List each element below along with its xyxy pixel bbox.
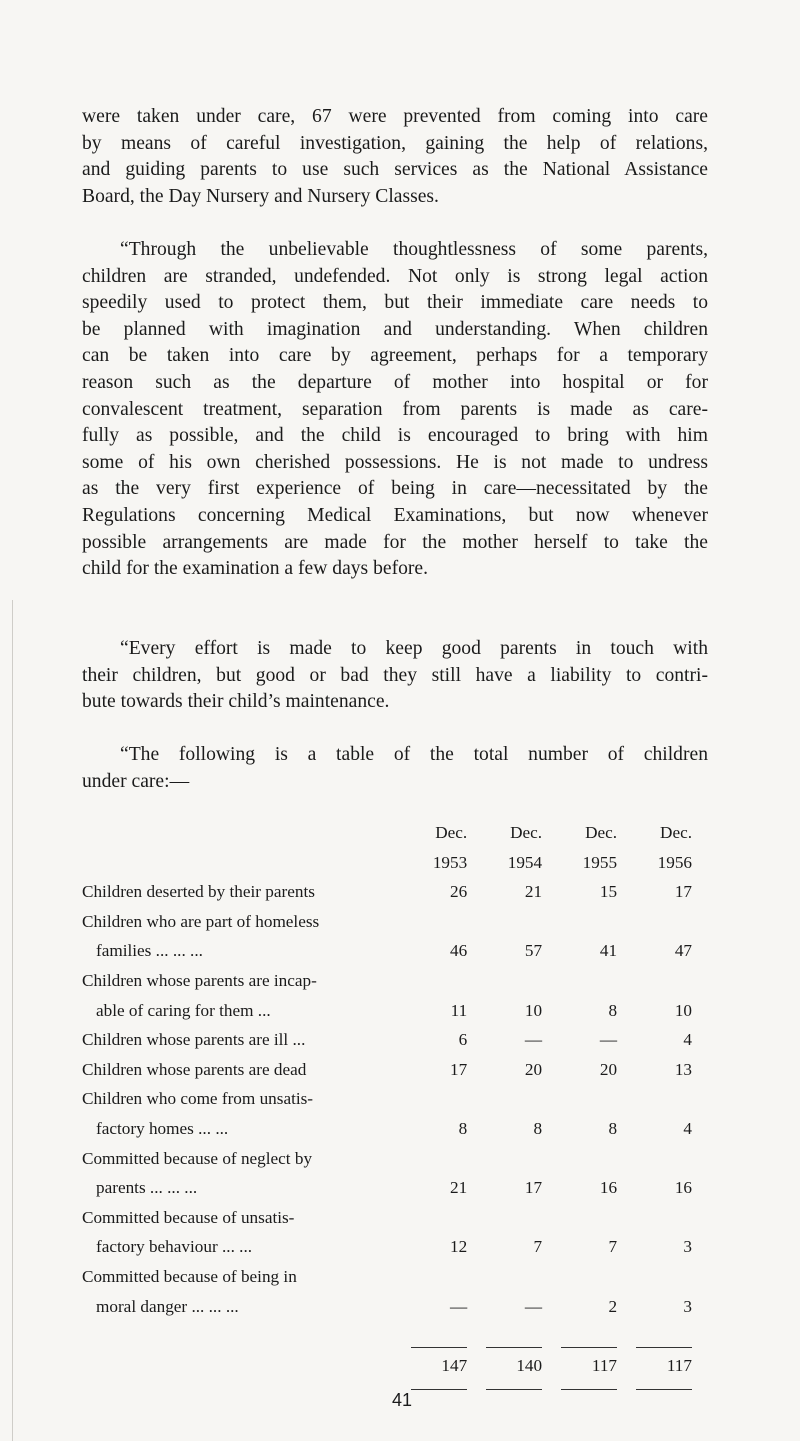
table-row <box>82 1144 692 1174</box>
row-value: 8 <box>608 1118 618 1138</box>
row-value: 20 <box>524 1059 543 1079</box>
column-header-year: 1954 <box>507 852 543 872</box>
table-row <box>82 1084 692 1114</box>
row-value-empty <box>392 966 467 996</box>
total-value: 147 <box>441 1356 468 1376</box>
row-label: Children whose parents are dead <box>82 1059 307 1079</box>
total-rule-line <box>636 1347 692 1348</box>
column-header-month: Dec. <box>510 823 543 842</box>
row-value-empty <box>467 1262 542 1292</box>
table-row <box>82 936 692 966</box>
row-value-empty <box>392 1203 467 1233</box>
row-value: 7 <box>608 1237 618 1257</box>
text-line: Board, the Day Nursery and Nursery Classes. <box>82 185 439 207</box>
total-value: 117 <box>666 1356 692 1376</box>
row-value-empty <box>617 1084 692 1114</box>
row-value-empty <box>467 966 542 996</box>
row-value: 6 <box>458 1030 468 1050</box>
row-value-empty <box>542 1203 617 1233</box>
row-value: 8 <box>458 1118 468 1138</box>
row-value: 8 <box>533 1118 543 1138</box>
row-value: 17 <box>674 882 692 902</box>
row-value: — <box>524 1296 543 1316</box>
row-value-empty <box>467 1144 542 1174</box>
total-value: 140 <box>516 1356 543 1376</box>
row-value: 4 <box>683 1030 692 1050</box>
text-line: bute towards their child’s maintenance. <box>82 691 390 713</box>
row-value: 46 <box>450 941 468 961</box>
table-row <box>82 966 692 996</box>
total-rule-line <box>411 1389 467 1390</box>
row-value-empty <box>617 1203 692 1233</box>
row-label: Committed because of unsatis- <box>82 1207 295 1227</box>
row-value: 3 <box>683 1237 692 1257</box>
text-line: and guiding parents to use such services as the National Assistance <box>82 159 708 181</box>
row-value: 47 <box>674 941 692 961</box>
header-spacer <box>82 818 392 848</box>
text-line: some of his own cherished possessions. He is not made to undress <box>82 451 708 473</box>
totals-spacer <box>82 1351 392 1381</box>
paragraph-2 <box>82 237 708 583</box>
table-row <box>82 1262 692 1292</box>
row-value: 7 <box>533 1237 543 1257</box>
row-value: 13 <box>674 1059 692 1079</box>
text-line: child for the examination a few days before. <box>82 558 429 580</box>
text-line: possible arrangements are made for the mother herself to take the <box>82 531 708 553</box>
text-line: children are stranded, undefended. Not only is strong legal action <box>82 265 708 287</box>
row-value: 12 <box>450 1237 468 1257</box>
row-value: — <box>450 1296 468 1316</box>
paragraph-3 <box>82 636 708 716</box>
row-value-empty <box>617 1262 692 1292</box>
text-line: Regulations concerning Medical Examinations, but now whenever <box>82 504 708 526</box>
text-line: as the very first experience of being in care—necessitated by the <box>82 478 708 500</box>
row-value: 17 <box>450 1059 468 1079</box>
column-header-year: 1955 <box>582 852 618 872</box>
text-line: under care:— <box>82 770 190 792</box>
row-value-empty <box>542 966 617 996</box>
row-value: 16 <box>674 1178 692 1198</box>
row-value-empty <box>617 966 692 996</box>
row-value: 21 <box>450 1178 468 1198</box>
row-value: 10 <box>524 1000 543 1020</box>
row-value-empty <box>542 907 617 937</box>
paragraph-4 <box>82 742 708 795</box>
row-value-empty <box>542 1262 617 1292</box>
row-label: Children deserted by their parents <box>82 882 315 902</box>
total-rule-line <box>561 1347 617 1348</box>
text-line: speedily used to protect them, but their immediate care needs to <box>82 292 708 314</box>
row-value: 11 <box>450 1000 468 1020</box>
table-row <box>82 1025 692 1055</box>
spacer-cell <box>82 1321 392 1351</box>
row-value: — <box>524 1030 543 1050</box>
row-value: 57 <box>524 941 543 961</box>
table-row <box>82 877 692 907</box>
total-value: 117 <box>591 1356 618 1376</box>
row-value: 16 <box>599 1178 618 1198</box>
row-value-empty <box>392 907 467 937</box>
table-totals-row <box>82 1351 692 1381</box>
total-rule-line <box>636 1389 692 1390</box>
column-header-year: 1956 <box>657 852 692 872</box>
row-value: 3 <box>683 1296 692 1316</box>
column-header-month: Dec. <box>435 823 468 842</box>
column-header-month: Dec. <box>660 823 692 842</box>
row-label: able of caring for them ... <box>96 1000 271 1020</box>
text-line: fully as possible, and the child is encouraged to bring with him <box>82 425 708 447</box>
row-label: Children whose parents are ill ... <box>82 1030 306 1050</box>
table-row <box>82 1232 692 1262</box>
text-line: “The following is a table of the total number of children <box>120 744 708 765</box>
row-value-empty <box>542 1144 617 1174</box>
table-row <box>82 907 692 937</box>
page-edge-shadow <box>12 600 13 1441</box>
row-value: 41 <box>599 941 618 961</box>
table-row <box>82 1055 692 1085</box>
row-value-empty <box>392 1144 467 1174</box>
row-label: parents ... ... ... <box>96 1178 198 1198</box>
text-line: reason such as the departure of mother into hospital or for <box>82 371 708 393</box>
table-header-row <box>82 818 692 848</box>
row-value-empty <box>467 1203 542 1233</box>
text-line: be planned with imagination and understanding. When children <box>82 318 708 340</box>
total-rule-line <box>411 1347 467 1348</box>
table-row <box>82 996 692 1026</box>
row-value: 4 <box>683 1118 692 1138</box>
text-line: by means of careful investigation, gaining the help of relations, <box>82 132 708 154</box>
header-spacer <box>82 848 392 878</box>
text-line: were taken under care, 67 were prevented from coming into care <box>82 106 708 127</box>
row-value-empty <box>392 1262 467 1292</box>
row-value: 17 <box>524 1178 543 1198</box>
text-line: their children, but good or bad they still have a liability to contri- <box>82 664 708 686</box>
text-line: “Every effort is made to keep good parents in touch with <box>120 638 708 659</box>
row-value: 8 <box>608 1000 618 1020</box>
row-label: Children whose parents are incap- <box>82 970 317 990</box>
row-value: 20 <box>599 1059 618 1079</box>
text-line: convalescent treatment, separation from parents is made as care- <box>82 398 708 420</box>
row-label: Committed because of neglect by <box>82 1148 313 1168</box>
text-line: can be taken into care by agreement, perhaps for a temporary <box>82 345 708 367</box>
row-value-empty <box>617 907 692 937</box>
page-number: 41 <box>392 1390 413 1410</box>
row-value: — <box>599 1030 618 1050</box>
row-value-empty <box>392 1084 467 1114</box>
row-label: factory homes ... ... <box>96 1118 229 1138</box>
row-value-empty <box>467 1084 542 1114</box>
table-row <box>82 1203 692 1233</box>
row-label: factory behaviour ... ... <box>96 1237 253 1257</box>
row-label: moral danger ... ... ... <box>96 1296 239 1316</box>
total-rule-line <box>561 1389 617 1390</box>
table-header-row <box>82 848 692 878</box>
row-value: 15 <box>599 882 618 902</box>
row-label: Committed because of being in <box>82 1266 297 1286</box>
row-value: 26 <box>450 882 468 902</box>
row-label: families ... ... ... <box>96 941 203 961</box>
children-under-care-table <box>82 818 692 1381</box>
row-value: 21 <box>524 882 543 902</box>
total-rule-line <box>486 1347 542 1348</box>
row-value-empty <box>542 1084 617 1114</box>
row-label: Children who are part of homeless <box>82 911 320 931</box>
column-header-year: 1953 <box>432 852 468 872</box>
row-value: 10 <box>674 1000 692 1020</box>
total-rule-line <box>486 1389 542 1390</box>
table-row <box>82 1292 692 1322</box>
row-value-empty <box>617 1144 692 1174</box>
row-value-empty <box>467 907 542 937</box>
row-value: 2 <box>608 1296 618 1316</box>
column-header-month: Dec. <box>585 823 618 842</box>
table-row <box>82 1114 692 1144</box>
row-label: Children who come from unsatis- <box>82 1089 314 1109</box>
paragraph-1 <box>82 104 708 210</box>
text-line: “Through the unbelievable thoughtlessness of some parents, <box>120 239 708 260</box>
table-row <box>82 1173 692 1203</box>
